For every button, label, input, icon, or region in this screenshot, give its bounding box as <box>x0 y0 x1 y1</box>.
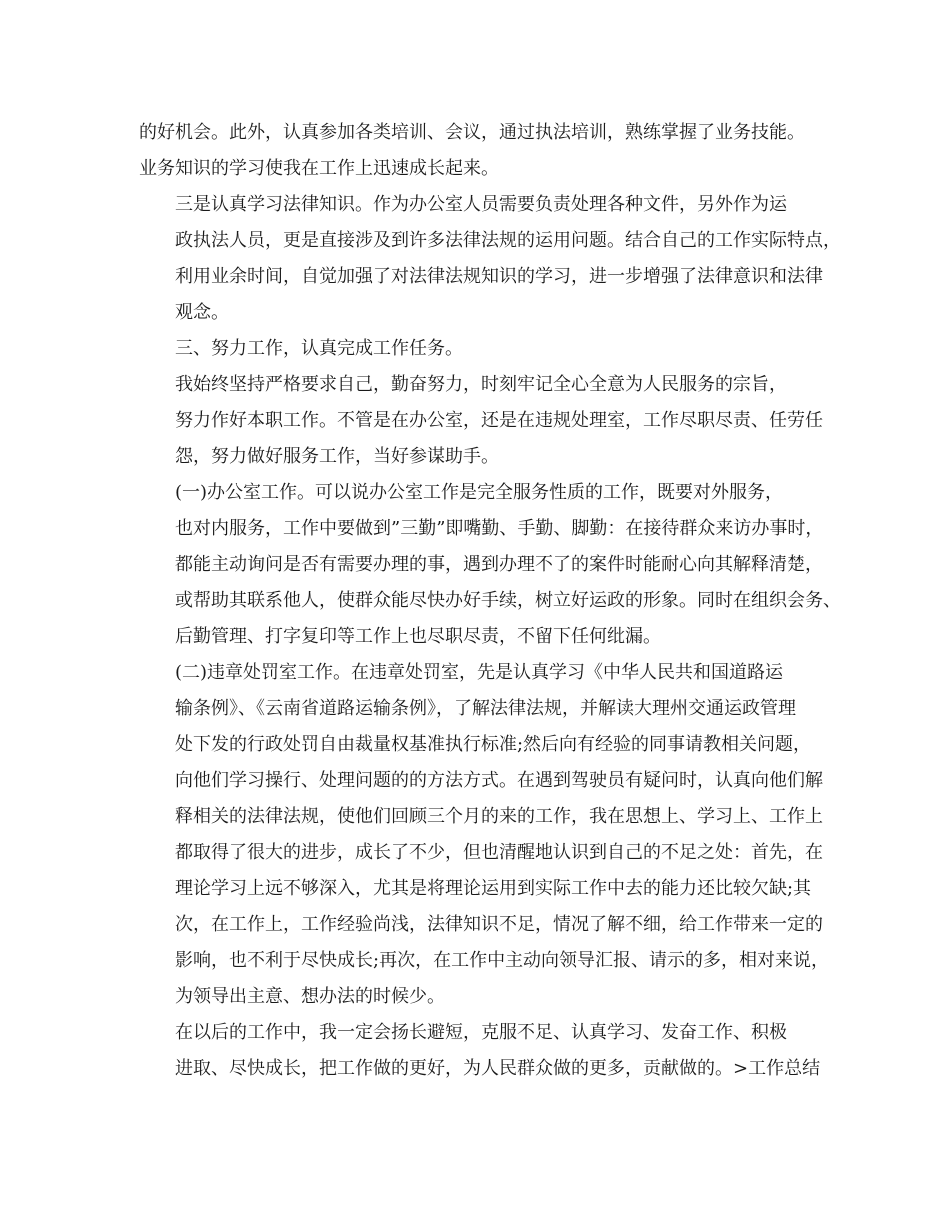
text-line: 三、努力工作，认真完成工作任务。 <box>175 338 463 359</box>
paragraph-p1 <box>139 115 811 187</box>
text-line: 观念。 <box>175 302 229 323</box>
text-line: 次，在工作上，工作经验尚浅，法律知识不足，情况了解不细，给工作带来一定的 <box>175 914 823 935</box>
paragraph-p5 <box>139 475 841 655</box>
text-line: 处下发的行政处罚自由裁量权基准执行标准;然后向有经验的同事请教相关问题， <box>175 734 812 755</box>
text-line: 输条例》、《云南省道路运输条例》，了解法律法规，并解读大理州交通运政管理 <box>175 698 796 719</box>
text-line: 都取得了很大的进步，成长了不少，但也清醒地认识到自己的不足之处：首先，在 <box>175 842 823 863</box>
text-line: 怨，努力做好服务工作，当好参谋助手。 <box>175 446 499 467</box>
text-line: 三是认真学习法律知识。作为办公室人员需要负责处理各种文件，另外作为运 <box>175 194 787 215</box>
text-line: 利用业余时间，自觉加强了对法律法规知识的学习，进一步增强了法律意识和法律 <box>175 266 823 287</box>
text-line: 我始终坚持严格要求自己，勤奋努力，时刻牢记全心全意为人民服务的宗旨， <box>175 374 787 395</box>
text-line: 影响，也不利于尽快成长;再次，在工作中主动向领导汇报、请示的多，相对来说， <box>175 950 830 971</box>
paragraph-p2 <box>139 187 841 331</box>
paragraph-p3 <box>139 331 811 367</box>
text-line: 进取、尽快成长，把工作做的更好，为人民群众做的更多，贡献做的。>工作总结 <box>175 1058 821 1079</box>
paragraph-p4 <box>139 367 823 475</box>
text-line: 也对内服务，工作中要做到”三勤”即嘴勤、手勤、脚勤：在接待群众来访办事时， <box>175 518 824 539</box>
text-line: 释相关的法律法规，使他们回顾三个月的来的工作，我在思想上、学习上、工作上 <box>175 806 823 827</box>
text-line: 努力作好本职工作。不管是在办公室，还是在违规处理室，工作尽职尽责、任劳任 <box>175 410 823 431</box>
text-line: (一)办公室工作。可以说办公室工作是完全服务性质的工作，既要对外服务， <box>175 482 784 503</box>
text-line: 或帮助其联系他人，使群众能尽快办好手续，树立好运政的形象。同时在组织会务、 <box>175 590 841 611</box>
text-line: 政执法人员，更是直接涉及到许多法律法规的运用问题。结合自己的工作实际特点， <box>175 230 841 251</box>
text-line: 在以后的工作中，我一定会扬长避短，克服不足、认真学习、发奋工作、积极 <box>175 1022 787 1043</box>
paragraph-p6 <box>139 655 830 1015</box>
text-line: 后勤管理、打字复印等工作上也尽职尽责，不留下任何纰漏。 <box>175 626 661 647</box>
text-line: 业务知识的学习使我在工作上迅速成长起来。 <box>139 158 499 179</box>
text-line: 理论学习上远不够深入，尤其是将理论运用到实际工作中去的能力还比较欠缺;其 <box>175 878 812 899</box>
text-line: 向他们学习操行、处理问题的的方法方式。在遇到驾驶员有疑问时，认真向他们解 <box>175 770 823 791</box>
text-line: 为领导出主意、想办法的时候少。 <box>175 986 445 1007</box>
text-line: 都能主动询问是否有需要办理的事，遇到办理不了的案件时能耐心向其解释清楚， <box>175 554 823 575</box>
text-line: (二)违章处罚室工作。在违章处罚室，先是认真学习《中华人民共和国道路运 <box>175 662 784 683</box>
document-body <box>139 115 841 1087</box>
text-line: 的好机会。此外，认真参加各类培训、会议，通过执法培训，熟练掌握了业务技能。 <box>139 122 805 143</box>
paragraph-p7 <box>139 1015 821 1087</box>
